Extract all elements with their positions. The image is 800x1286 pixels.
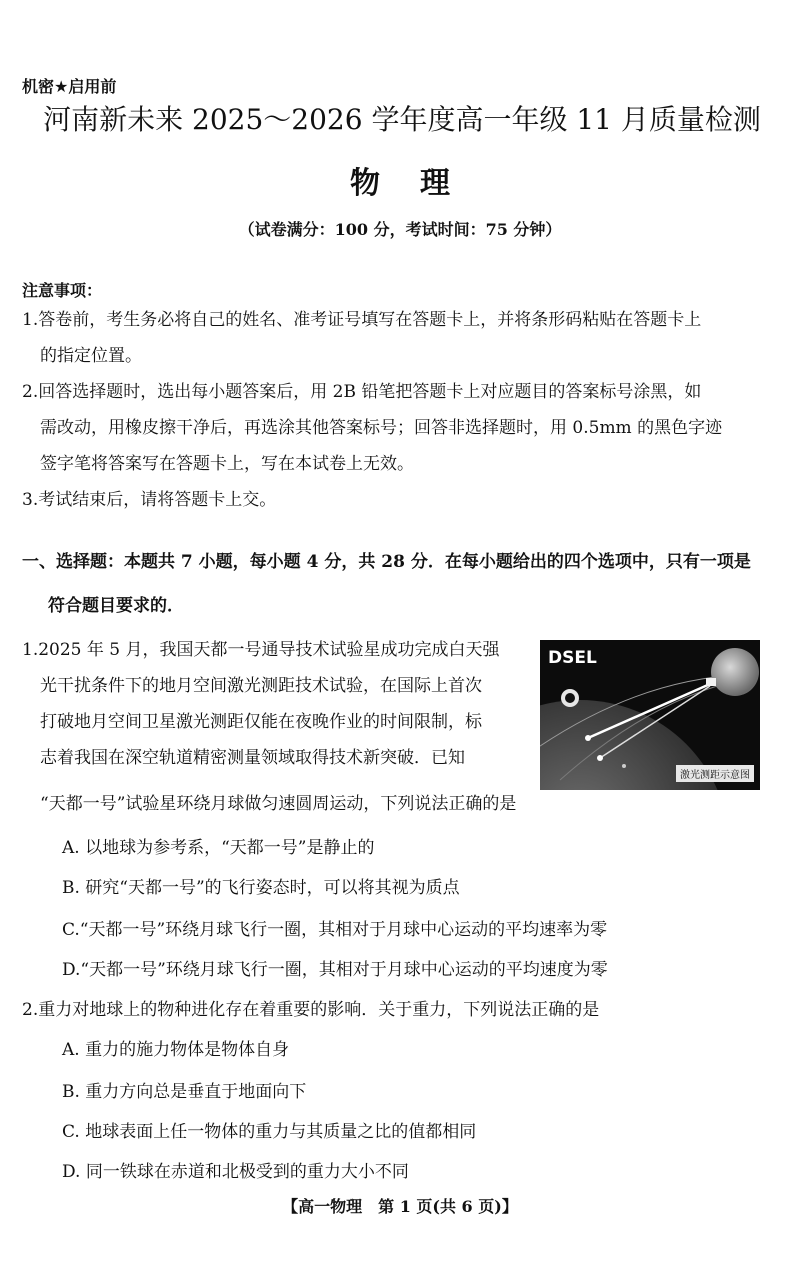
page-footer: 【高一物理 第 1 页(共 6 页)】: [282, 1197, 518, 1216]
q2-option-c: C. 地球表面上任一物体的重力与其质量之比的值都相同: [62, 1122, 477, 1142]
notice-line: 2.回答选择题时，选出每小题答案后，用 2B 铅笔把答题卡上对应题目的答案标号涂黑，如: [22, 382, 702, 402]
subject-title: 物理: [350, 166, 490, 201]
notice-line: 需改动，用橡皮擦干净后，再选涂其他答案标号；回答非选择题时，用 0.5mm 的黑色字迹: [40, 418, 723, 438]
q2-option-d: D. 同一铁球在赤道和北极受到的重力大小不同: [62, 1162, 409, 1182]
q1-stem: 1.2025 年 5 月，我国天都一号通导技术试验星成功完成白天强: [22, 640, 500, 660]
q1-option-b: B. 研究“天都一号”的飞行姿态时，可以将其视为质点: [62, 878, 460, 898]
notice-line: 签字笔将答案写在答题卡上，写在本试卷上无效。: [40, 454, 414, 474]
confidential-label: 机密★启用前: [22, 77, 117, 96]
notice-heading: 注意事项：: [22, 281, 103, 300]
q1-option-c: C.“天都一号”环绕月球飞行一圈，其相对于月球中心运动的平均速率为零: [62, 920, 608, 940]
q1-stem: 光干扰条件下的地月空间激光测距技术试验，在国际上首次: [40, 676, 482, 696]
q2-option-a: A. 重力的施力物体是物体自身: [62, 1040, 290, 1060]
exam-info: （试卷满分：100 分，考试时间：75 分钟）: [238, 220, 562, 239]
q1-option-a: A. 以地球为参考系，“天都一号”是静止的: [62, 838, 375, 858]
notice-line: 的指定位置。: [40, 346, 142, 366]
q1-option-d: D.“天都一号”环绕月球飞行一圈，其相对于月球中心运动的平均速度为零: [62, 960, 608, 980]
notice-line: 1.答卷前，考生务必将自己的姓名、准考证号填写在答题卡上，并将条形码粘贴在答题卡上: [22, 310, 702, 330]
q1-stem: 志着我国在深空轨道精密测量领域取得技术新突破．已知: [40, 748, 465, 768]
exam-title: 河南新未来 2025～2026 学年度高一年级 11 月质量检测: [43, 103, 761, 136]
moon-shape: [711, 648, 759, 696]
section-heading: 一、选择题：本题共 7 小题，每小题 4 分，共 28 分．在每小题给出的四个选项中，只有一项是: [22, 552, 751, 572]
figure-caption: 激光测距示意图: [676, 765, 754, 782]
notice-line: 3.考试结束后，请将答题卡上交。: [22, 490, 277, 510]
q2-stem: 2.重力对地球上的物种进化存在着重要的影响．关于重力，下列说法正确的是: [22, 1000, 600, 1020]
q1-stem: “天都一号”试验星环绕月球做匀速圆周运动，下列说法正确的是: [40, 794, 517, 814]
q1-stem: 打破地月空间卫星激光测距仅能在夜晚作业的时间限制，标: [40, 712, 482, 732]
q2-option-b: B. 重力方向总是垂直于地面向下: [62, 1082, 307, 1102]
section-heading-cont: 符合题目要求的．: [48, 596, 184, 616]
laser-ranging-figure: [540, 640, 760, 790]
dsel-logo: DSEL: [548, 648, 597, 668]
satellite-shape: [706, 678, 716, 686]
